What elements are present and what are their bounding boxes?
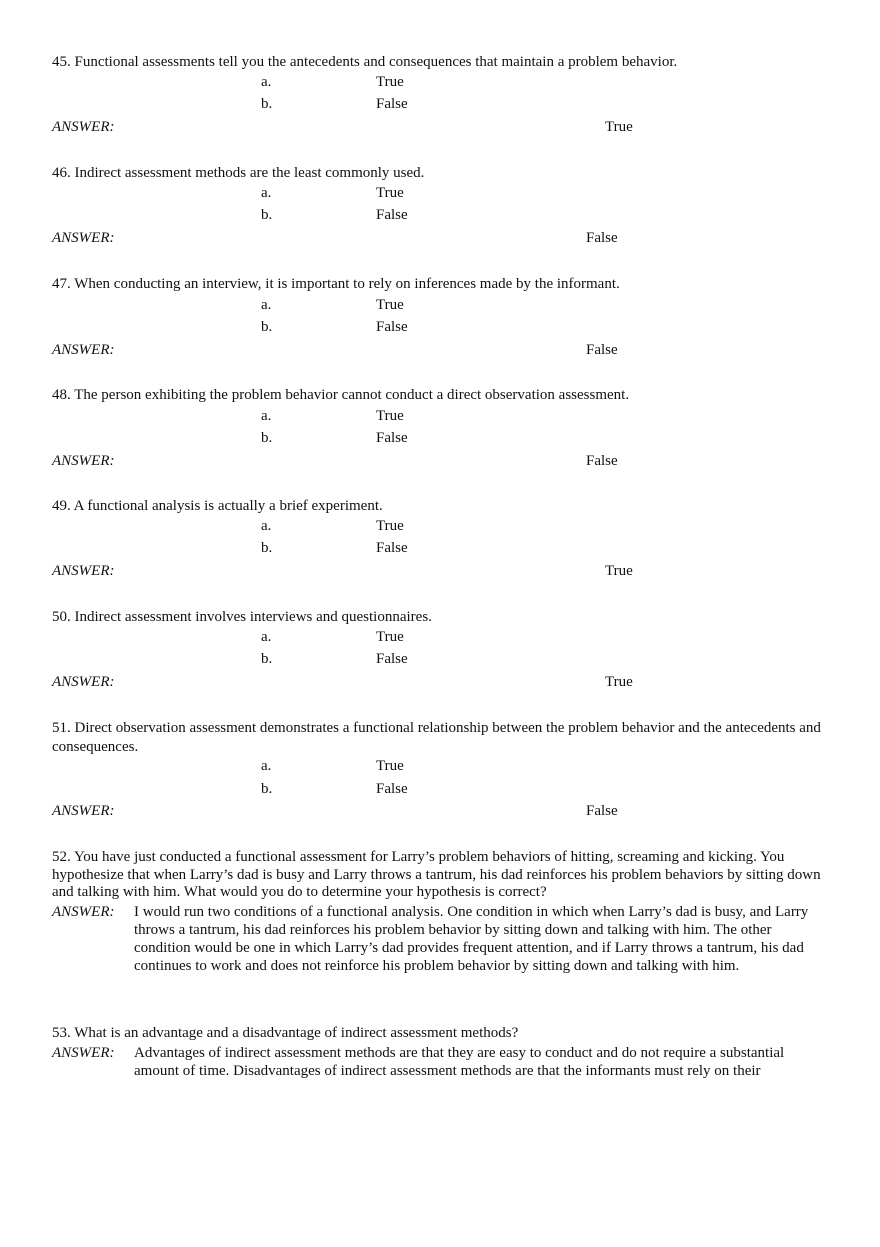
answer-text: I would run two conditions of a functional analysis. One condition in which when Larry’s dad is busy, and Larry throws a tantrum, his dad reinforces his problem behavior by sitting down and talking with him. The other condition would be one in which Larry’s dad provides frequent attention, and if Larry throws a tantrum, his dad continues to work and does not reinforce his problem behavior by sitting down and talking with him. bbox=[134, 903, 809, 975]
answer-row bbox=[52, 903, 827, 976]
answer-value: False bbox=[586, 803, 618, 819]
question-53 bbox=[52, 1025, 827, 1080]
question-text: 51. Direct observation assessment demonstrates a functional relationship between the problem behavior and the antecedents and consequences. bbox=[52, 720, 821, 755]
answer-label: ANSWER: bbox=[52, 563, 115, 579]
answer-label: ANSWER: bbox=[52, 674, 115, 690]
question-text: 50. Indirect assessment involves interviews and questionnaires. bbox=[52, 609, 432, 625]
answer-label: ANSWER: bbox=[52, 803, 115, 819]
answer-label: ANSWER: bbox=[52, 1044, 115, 1061]
answer-label: ANSWER: bbox=[52, 230, 115, 246]
answer-label: ANSWER: bbox=[52, 119, 115, 135]
answer-row bbox=[52, 451, 832, 471]
answer-value: False bbox=[586, 342, 618, 358]
answer-label: ANSWER: bbox=[52, 903, 115, 920]
question-52 bbox=[52, 849, 827, 975]
answer-value: True bbox=[605, 119, 633, 135]
question-text: 45. Functional assessments tell you the antecedents and consequences that maintain a problem behavior. bbox=[52, 54, 678, 70]
question-text: 46. Indirect assessment methods are the least commonly used. bbox=[52, 165, 425, 181]
answer-label: ANSWER: bbox=[52, 342, 115, 358]
answer-value: True bbox=[605, 674, 633, 690]
question-text: 49. A functional analysis is actually a brief experiment. bbox=[52, 498, 383, 514]
question-text: 52. You have just conducted a functional assessment for Larry’s problem behaviors of hitting, screaming and kicking. You hypothesize that when Larry’s dad is busy and Larry throws a tantrum, his dad reinforces his problem behaviors by sitting down and talking with him. What would you do to determine your hypothesis is correct? bbox=[52, 849, 821, 900]
answer-text: Advantages of indirect assessment methods are that they are easy to conduct and do not require a substantial amount of time. Disadvantages of indirect assessment methods are that the informants must rely on their bbox=[134, 1044, 785, 1079]
answer-row bbox=[52, 117, 832, 137]
answer-row bbox=[52, 1044, 827, 1080]
answer-label: ANSWER: bbox=[52, 453, 115, 469]
answer-row bbox=[52, 340, 832, 360]
question-text: 48. The person exhibiting the problem behavior cannot conduct a direct observation assessment. bbox=[52, 387, 630, 403]
answer-value: False bbox=[586, 453, 618, 469]
question-text: 53. What is an advantage and a disadvantage of indirect assessment methods? bbox=[52, 1025, 519, 1041]
answer-row bbox=[52, 801, 832, 821]
question-text: 47. When conducting an interview, it is important to rely on inferences made by the informant. bbox=[52, 276, 620, 292]
document-page: 45. Functional assessments tell you the antecedents and consequences that maintain a problem behavior. a. True b. False ANSWER: True 46. Indirect assessment methods are the least commonly used. a. True b. False ANSWER: False 47. When conducting an interview, it is important to rely on inferences made by the informant. a. True b. False ANSWER: False 48. The person exhibiting the problem behavior cannot conduct a direct observation assessment. a. True b. False ANSWER: False 49. A functional analysis is actually a brief experiment. a. True b. False ANSWER: True 50. Indirect assessment involves interviews and questionnaires. a. True b. False ANSWER: True 51. Direct observation assessment demonstrates a functional relationship between the problem behavior and the antecedents and consequences. a. True b. False ANSWER: False 52. You have just conducted a functional assessment for Larry’s problem behaviors of hitting, screaming and kicking. You hypothesize that when Larry’s dad is busy and Larry throws a tantrum, his dad reinforces his problem behaviors by sitting down and talking with him. What would you do to determine your hypothesis is correct? ANSWER: I would run two conditions of a functional analysis. One condition in which when Larry’s dad is busy, and Larry throws a tantrum, his dad reinforces his problem behavior by sitting down and talking with him. The other condition would be one in which Larry’s dad provides frequent attention, and if Larry throws a tantrum, his dad continues to work and does not reinforce his problem behavior by sitting down and talking with him. 53. What is an advantage and a disadvantage of indirect assessment methods? ANSWER: Advantages of indirect assessment methods are that they are easy to conduct and do not require a substantial amount of time. Disadvantages of indirect assessment methods are that the informants must rely on their bbox=[0, 0, 880, 1247]
answer-row bbox=[52, 672, 832, 692]
answer-row bbox=[52, 561, 832, 581]
answer-value: False bbox=[586, 230, 618, 246]
answer-value: True bbox=[605, 563, 633, 579]
answer-row bbox=[52, 228, 832, 248]
